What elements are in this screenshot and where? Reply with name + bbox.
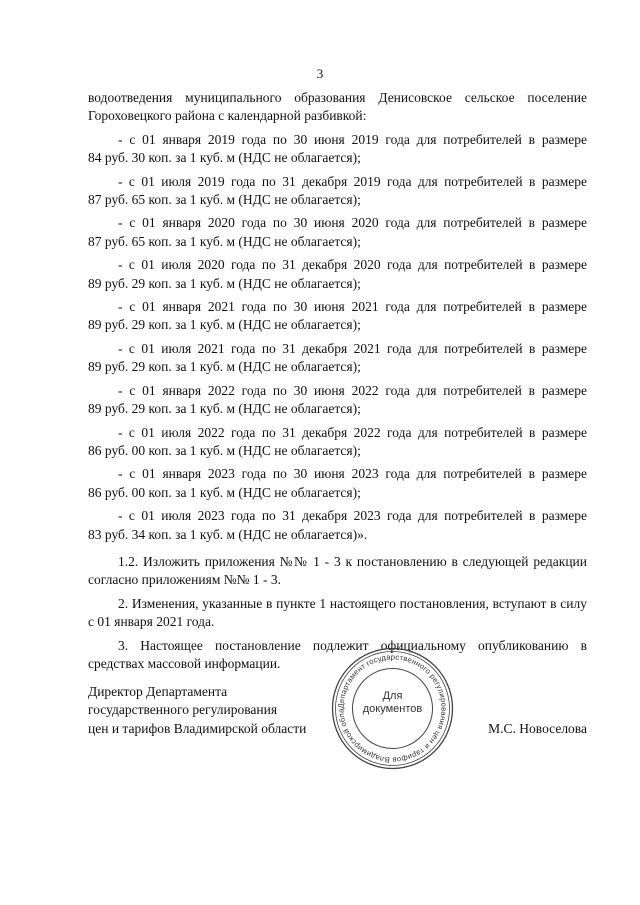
tariff-item: [88, 214, 587, 251]
tariff-period-line: - с 01 января 2019 года по 30 июня 2019 года для потребителей в размере: [118, 131, 587, 147]
tariff-price-line: 86 руб. 00 коп. за 1 куб. м (НДС не облагается);: [88, 484, 361, 500]
svg-text:Департамент государственного р: Департамент государственного регулирования цен и тарифов Владимирской обла: [336, 652, 449, 765]
signatory-title-line: цен и тарифов Владимирской области: [88, 720, 307, 736]
stamp-text-line: Для: [382, 690, 403, 702]
signature-block: [88, 683, 306, 738]
intro-paragraph: водоотведения муниципального образования Денисовское сельское поселение Гороховецкого района с календарной разбивкой:: [88, 90, 587, 124]
document-body: [88, 89, 587, 678]
tariff-period-line: - с 01 июля 2019 года по 31 декабря 2019 года для потребителей в размере: [118, 173, 587, 189]
tariff-price-line: 87 руб. 65 коп. за 1 куб. м (НДС не облагается);: [88, 233, 361, 249]
page-number: 3: [316, 66, 324, 81]
tariff-item: [88, 340, 587, 377]
tariff-item: [88, 507, 587, 544]
tariff-price-line: 89 руб. 29 коп. за 1 куб. м (НДС не облагается);: [88, 359, 361, 375]
tariff-item: [88, 424, 587, 461]
tariff-price-line: 84 руб. 30 коп. за 1 куб. м (НДС не облагается);: [88, 150, 361, 166]
tariff-period-line: - с 01 января 2022 года по 30 июня 2022 года для потребителей в размере: [118, 382, 587, 398]
tariff-period-line: - с 01 июля 2023 года по 31 декабря 2023 года для потребителей в размере: [118, 508, 587, 524]
tariff-period-line: - с 01 июля 2020 года по 31 декабря 2020 года для потребителей в размере: [118, 257, 587, 273]
signatory-title-line: Директор Департамента: [88, 684, 228, 699]
stamp-text-line: документов: [362, 703, 423, 715]
tariff-price-line: 89 руб. 29 коп. за 1 куб. м (НДС не облагается);: [88, 275, 361, 291]
tariff-period-line: - с 01 января 2021 года по 30 июня 2021 года для потребителей в размере: [118, 299, 587, 315]
tariff-price-line: 89 руб. 29 коп. за 1 куб. м (НДС не облагается);: [88, 317, 361, 333]
official-stamp: [330, 646, 455, 771]
signatory-title-line: государственного регулирования: [88, 702, 278, 718]
tariff-price-line: 86 руб. 00 коп. за 1 куб. м (НДС не облагается);: [88, 442, 361, 458]
tariff-item: [88, 131, 587, 168]
tariff-period-line: - с 01 июля 2022 года по 31 декабря 2022 года для потребителей в размере: [118, 424, 587, 440]
tariff-item: [88, 382, 587, 419]
tariff-item: [88, 173, 587, 210]
point-1-2: 1.2. Изложить приложения №№ 1 - 3 к постановлению в следующей редакции согласно приложениям №№ 1 - 3.: [88, 553, 587, 588]
point-3: 3. Настоящее постановление подлежит официальному опубликованию в средствах массовой информации.: [88, 637, 587, 671]
tariff-item: [88, 298, 587, 335]
point-2: 2. Изменения, указанные в пункте 1 настоящего постановления, вступают в силу с 01 января 2021 года.: [88, 595, 587, 630]
tariff-period-line: - с 01 января 2023 года по 30 июня 2023 года для потребителей в размере: [118, 466, 587, 482]
tariff-period-line: - с 01 января 2020 года по 30 июня 2020 года для потребителей в размере: [118, 215, 587, 231]
tariff-list: [88, 131, 587, 544]
tariff-item: [88, 465, 587, 502]
tariff-period-line: - с 01 июля 2021 года по 31 декабря 2021 года для потребителей в размере: [118, 340, 587, 356]
tariff-price-line: 83 руб. 34 коп. за 1 куб. м (НДС не облагается)».: [88, 526, 368, 542]
tariff-price-line: 89 руб. 29 коп. за 1 куб. м (НДС не облагается);: [88, 401, 361, 417]
tariff-item: [88, 256, 587, 293]
tariff-price-line: 87 руб. 65 коп. за 1 куб. м (НДС не облагается);: [88, 192, 361, 208]
stamp-center-text: [330, 690, 455, 716]
signatory-name: М.С. Новоселова: [488, 721, 587, 736]
